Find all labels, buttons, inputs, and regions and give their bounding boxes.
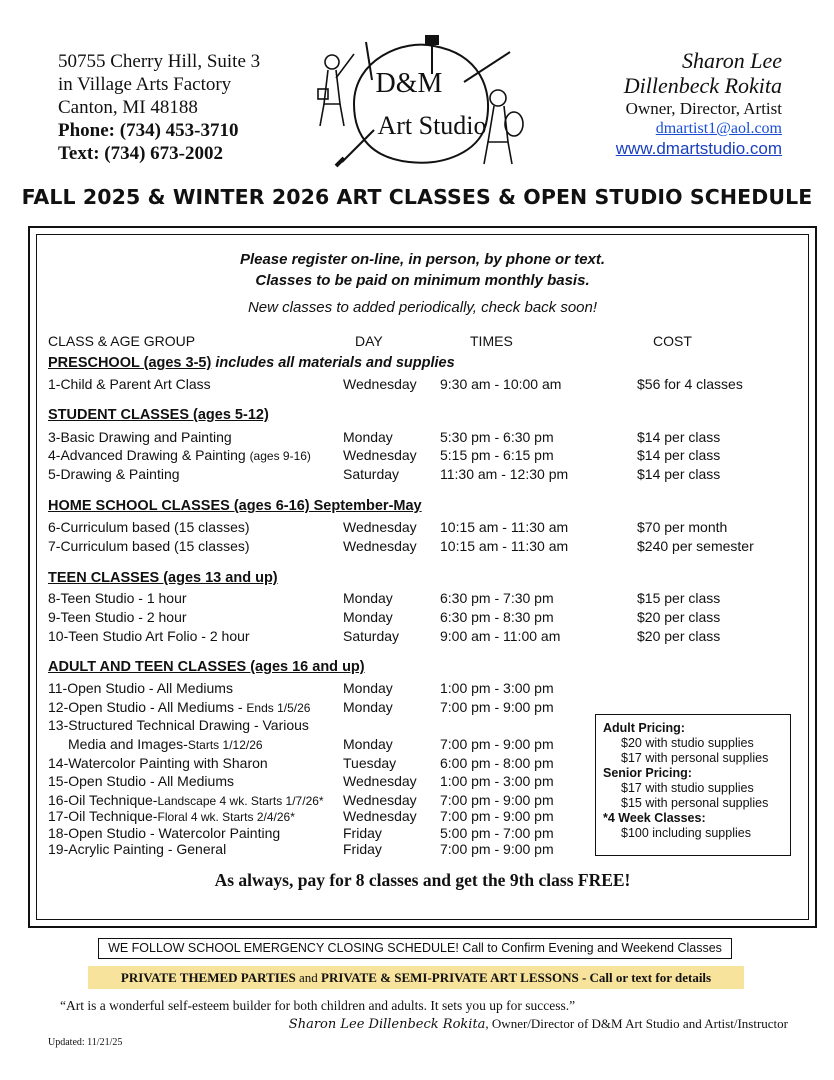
class-time: 9:30 am - 10:00 am [440,376,562,392]
column-header-cost: COST [653,333,692,349]
class-name: 15-Open Studio - All Mediums [48,773,234,789]
pricing-box [595,714,791,856]
senior-price-studio: $17 with studio supplies [621,781,754,795]
class-day: Monday [343,680,393,696]
column-header-day: DAY [355,333,383,349]
class-cost: $70 per month [637,519,728,535]
section-homeschool [48,498,422,514]
class-name: 13-Structured Technical Drawing - Various [48,717,309,733]
new-classes-note: New classes to added periodically, check back soon! [247,299,598,316]
table-row [48,428,808,446]
owner-info [616,48,782,160]
adult-pricing-heading: Adult Pricing: [603,721,685,735]
section-adult [48,659,365,675]
senior-pricing-heading: Senior Pricing: [603,766,692,780]
owner-title: Owner, Director, Artist [625,99,782,118]
text-number: Text: (734) 673-2002 [58,143,223,164]
table-row [48,537,808,555]
address-line-2: in Village Arts Factory [58,74,232,95]
class-time: 11:30 am - 12:30 pm [440,466,569,482]
class-name: 19-Acrylic Painting - General [48,841,227,857]
class-name-text: 12-Open Studio - All Mediums - [48,699,247,715]
four-week-heading: *4 Week Classes: [603,811,706,825]
class-day: Saturday [343,466,400,482]
class-day: Monday [343,590,393,606]
signature-title: , Owner/Director of D&M Art Studio and Artist/Instructor [485,1016,788,1031]
adult-price-studio: $20 with studio supplies [621,736,754,750]
table-row [48,446,808,464]
class-day: Wednesday [343,808,417,824]
section-note: includes all materials and supplies [211,355,455,371]
class-day: Wednesday [343,376,417,392]
class-day: Wednesday [343,447,417,463]
class-name: 10-Teen Studio Art Folio - 2 hour [48,628,250,644]
class-name-text: 17-Oil Technique- [48,808,158,824]
lessons-label: PRIVATE & SEMI-PRIVATE ART LESSONS [321,970,579,985]
studio-address [58,50,260,165]
owner-quote: “Art is a wonderful self-esteem builder for both children and adults. It sets you up for success.” [60,998,576,1013]
class-day: Wednesday [343,538,417,554]
page-title: FALL 2025 & WINTER 2026 ART CLASSES & OPEN STUDIO SCHEDULE [21,185,813,209]
logo-dm-text: D&M [375,68,443,99]
section-preschool [48,355,455,371]
class-time: 10:15 am - 11:30 am [440,519,569,535]
class-time: 7:00 pm - 9:00 pm [440,792,554,808]
website-link[interactable]: www.dmartstudio.com [615,139,782,158]
right-figure-icon [484,90,523,164]
updated-date: Updated: 11/21/25 [48,1037,123,1048]
class-name-text: 16-Oil Technique- [48,792,158,808]
table-row [48,679,808,697]
section-heading: HOME SCHOOL CLASSES (ages 6-16) September-May [48,498,422,514]
class-name: 3-Basic Drawing and Painting [48,429,232,445]
logo-art-studio-text: Art Studio [377,111,487,140]
class-cost: $20 per class [637,609,721,625]
class-cost: $14 per class [637,466,721,482]
payment-note: Classes to be paid on minimum monthly basis. [255,272,590,289]
class-time: 5:15 pm - 6:15 pm [440,447,554,463]
class-name-text: 4-Advanced Drawing & Painting [48,447,250,463]
class-name-note: (ages 9-16) [249,449,311,463]
class-cost: $14 per class [637,429,721,445]
class-cost: $14 per class [637,447,721,463]
class-day: Monday [343,736,393,752]
column-header-times: TIMES [470,333,513,349]
table-row [48,518,808,536]
parties-and: and [295,970,322,985]
class-cost: $15 per class [637,590,721,606]
class-name [68,735,263,754]
parties-label: PRIVATE THEMED PARTIES [120,970,296,985]
class-day: Monday [343,429,393,445]
class-time: 6:30 pm - 8:30 pm [440,609,554,625]
signature-name: Sharon Lee Dillenbeck Rokita [288,1017,486,1032]
free-class-offer: As always, pay for 8 classes and get the 9th class FREE! [214,870,631,890]
adult-price-personal: $17 with personal supplies [621,751,769,765]
left-figure-icon [318,54,354,126]
class-day: Wednesday [343,519,417,535]
class-day: Monday [343,609,393,625]
class-name: 14-Watercolor Painting with Sharon [48,755,268,771]
column-header-class: CLASS & AGE GROUP [48,333,196,349]
class-day: Wednesday [343,792,417,808]
class-name-note: Floral 4 wk. Starts 2/4/26* [157,810,295,824]
senior-price-personal: $15 with personal supplies [621,796,769,810]
class-time: 9:00 am - 11:00 am [440,628,561,644]
address-line-3: Canton, MI 48188 [58,97,198,118]
class-name-text: Media and Images- [68,736,188,752]
studio-logo [314,34,528,170]
paintbrush-icon [336,36,510,166]
phone-number: Phone: (734) 453-3710 [58,120,239,141]
class-time: 6:00 pm - 8:00 pm [440,755,554,771]
class-name [48,698,310,717]
section-heading: PRESCHOOL (ages 3-5) [48,355,212,371]
class-cost: $56 for 4 classes [637,376,743,392]
closing-schedule-notice: WE FOLLOW SCHOOL EMERGENCY CLOSING SCHEDULE! Call to Confirm Evening and Weekend Classes [98,938,732,959]
class-time: 6:30 pm - 7:30 pm [440,590,554,606]
section-heading: ADULT AND TEEN CLASSES (ages 16 and up) [48,659,365,675]
class-name: 11-Open Studio - All Mediums [48,680,233,696]
class-name-note: Ends 1/5/26 [246,701,311,715]
class-name: 7-Curriculum based (15 classes) [48,538,250,554]
owner-name-line2: Dillenbeck Rokita [623,73,782,98]
class-time: 5:30 pm - 6:30 pm [440,429,554,445]
class-time: 7:00 pm - 9:00 pm [440,841,554,857]
table-row [48,627,808,645]
class-name: 6-Curriculum based (15 classes) [48,519,250,535]
class-name [48,446,311,465]
class-cost: $240 per semester [637,538,754,554]
register-note: Please register on-line, in person, by phone or text. [239,251,606,268]
address-line-1: 50755 Cherry Hill, Suite 3 [58,51,261,72]
quote-signature [289,1016,788,1032]
class-time: 7:00 pm - 9:00 pm [440,736,554,752]
class-name-note: Starts 1/12/26 [187,738,263,752]
class-cost: $20 per class [637,628,721,644]
class-day: Friday [343,841,382,857]
class-name: 5-Drawing & Painting [48,466,180,482]
class-name: 1-Child & Parent Art Class [48,376,211,392]
section-teen [48,570,278,586]
table-row [48,375,808,393]
section-student [48,407,269,423]
class-day: Wednesday [343,773,417,789]
class-name: 18-Open Studio - Watercolor Painting [48,825,281,841]
section-heading: STUDENT CLASSES (ages 5-12) [48,407,269,423]
class-name-note: Landscape 4 wk. Starts 1/7/26* [157,794,324,808]
class-day: Tuesday [343,755,397,771]
parties-contact: - Call or text for details [578,970,712,985]
class-day: Monday [343,699,393,715]
email-link[interactable]: dmartist1@aol.com [655,120,782,137]
class-time: 7:00 pm - 9:00 pm [440,699,554,715]
owner-name-line1: Sharon Lee [681,48,782,73]
class-day: Friday [343,825,382,841]
class-day: Saturday [343,628,400,644]
table-row [48,465,808,483]
class-time: 10:15 am - 11:30 am [440,538,569,554]
private-parties-banner [88,966,744,989]
table-row [48,589,808,607]
class-name: 9-Teen Studio - 2 hour [48,609,187,625]
four-week-price: $100 including supplies [621,826,751,840]
table-row [48,608,808,626]
section-heading: TEEN CLASSES (ages 13 and up) [48,570,278,586]
class-time: 7:00 pm - 9:00 pm [440,808,554,824]
class-name: 8-Teen Studio - 1 hour [48,590,187,606]
class-time: 1:00 pm - 3:00 pm [440,680,554,696]
class-time: 5:00 pm - 7:00 pm [440,825,554,841]
class-time: 1:00 pm - 3:00 pm [440,773,554,789]
